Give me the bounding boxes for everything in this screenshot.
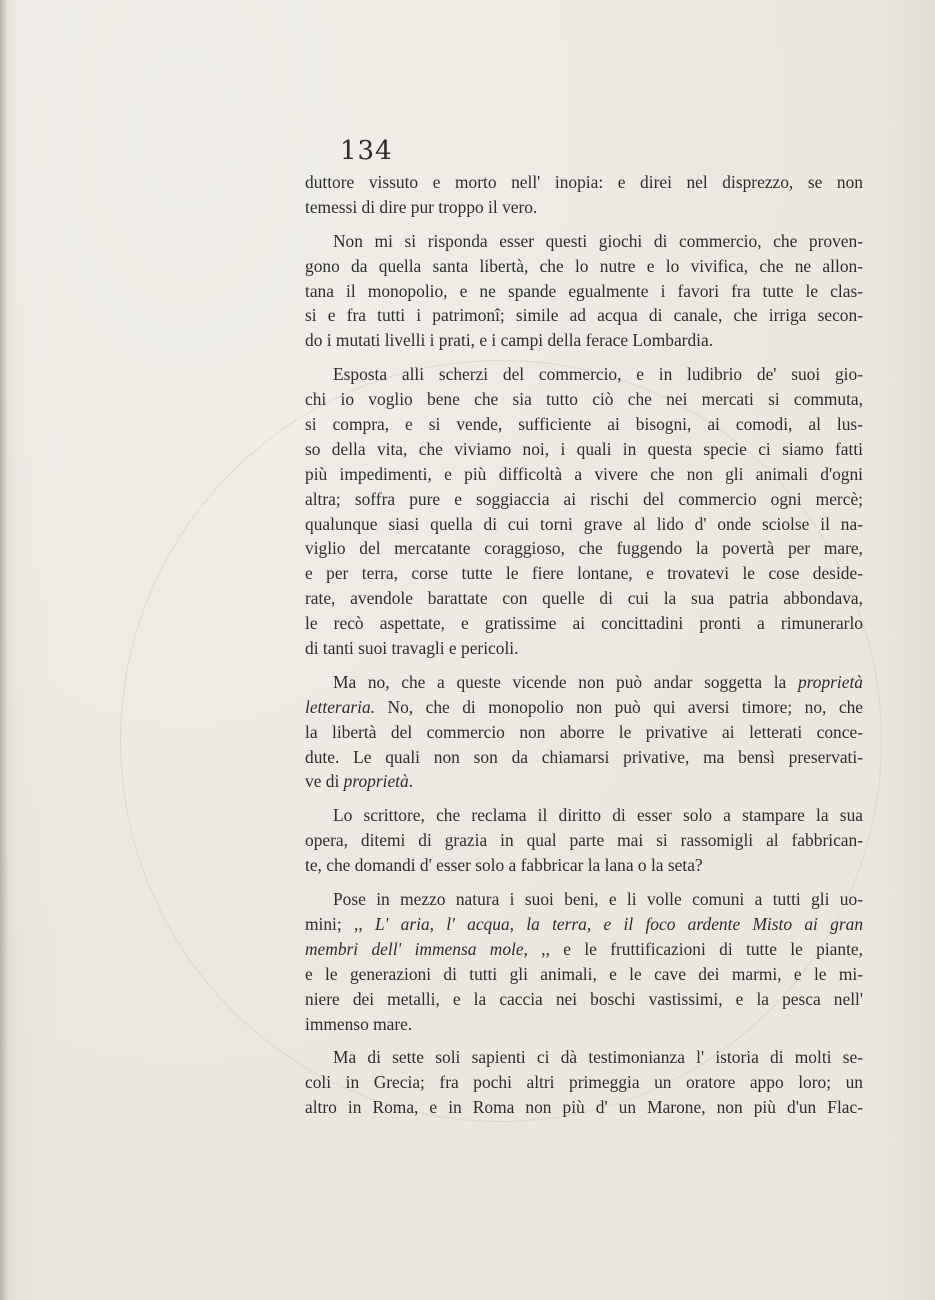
text-line: gono da quella santa libertà, che lo nutre e lo vivifica, che ne allon- [305, 255, 863, 276]
text-line: Ma no, che a queste vicende non può andar soggetta la proprietà [333, 671, 863, 692]
body-text [305, 170, 863, 1120]
text-line: niere dei metalli, e la caccia nei boschi vastissimi, e la pesca nell' [305, 988, 863, 1009]
text-line: si e fra tutti i patrimonî; simile ad acqua di canale, che irriga secon- [305, 305, 863, 326]
text-line: Ma di sette soli sapienti ci dà testimonianza l' istoria di molti se- [333, 1047, 863, 1068]
text-line: si compra, e si vende, sufficiente ai bisogni, ai comodi, al lus- [305, 414, 863, 435]
text-line: Non mi si risponda esser questi giochi di commercio, che proven- [333, 230, 863, 251]
emphasis-text: letteraria. [305, 696, 376, 717]
text-line: duttore vissuto e morto nell' inopia: e direi nel disprezzo, se non [305, 172, 863, 192]
text-line: immenso mare. [305, 1013, 413, 1034]
text-line: te, che domandi d' esser solo a fabbricar la lana o la seta? [305, 855, 703, 876]
emphasis-text: L' aria, l' acqua, la terra, e il foco ardente Misto ai gran [375, 913, 864, 934]
text-line: do i mutati livelli i prati, e i campi della ferace Lombardia. [305, 330, 714, 351]
text-line: Lo scrittore, che reclama il diritto di esser solo a stampare la sua [333, 805, 863, 826]
text-line: chi io voglio bene che sia tutto ciò che nei mercati si commuta, [305, 389, 863, 410]
text-line: mini; ,, L' aria, l' acqua, la terra, e il foco ardente Misto ai gran [305, 913, 864, 934]
text-line: dute. Le quali non son da chiamarsi privative, ma bensì preservati- [305, 746, 863, 767]
text-line: e le generazioni di tutti gli animali, e le cave dei marmi, e le mi- [305, 963, 863, 984]
text-line: so della vita, che viviamo noi, i quali in questa specie ci siamo fatti [305, 438, 863, 459]
text-line: e per terra, corse tutte le fiere lontane, e trovatevi le cose deside- [305, 563, 863, 584]
text-line: opera, ditemi di grazia in qual parte mai si rassomigli al fabbrican- [305, 830, 863, 851]
emphasis-text: membri dell' immensa mole, [305, 938, 528, 959]
page-number: 134 [340, 136, 393, 166]
text-line: rate, avendole barattate con quelle di cui la sua patria abbondava, [305, 588, 863, 609]
text-line: membri dell' immensa mole, ,, e le fruttificazioni di tutte le piante, [305, 938, 863, 959]
text-line: ve di proprietà. [305, 771, 414, 792]
text-line: più impedimenti, e più difficoltà a vivere che non gli animali d'ogni [305, 463, 863, 484]
text-line: coli in Grecia; fra pochi altri primeggia un oratore appo loro; un [305, 1072, 863, 1093]
text-line: Pose in mezzo natura i suoi beni, e li volle comuni a tutti gli uo- [333, 889, 863, 910]
text-line: di tanti suoi travagli e pericoli. [305, 638, 519, 659]
text-line: la libertà del commercio non aborre le privative ai letterati conce- [305, 721, 863, 742]
text-line: letteraria. No, che di monopolio non può qui aversi timore; no, che [305, 696, 863, 717]
emphasis-text: proprietà [343, 771, 409, 792]
text-line: altra; soffra pure e soggiaccia ai rischi del commercio ogni mercè; [305, 488, 863, 509]
text-line: Esposta alli scherzi del commercio, e in ludibrio de' suoi gio- [333, 364, 863, 385]
text-line: altro in Roma, e in Roma non più d' un Marone, non più d'un Flac- [305, 1097, 863, 1118]
text-line: temessi di dire pur troppo il vero. [305, 196, 538, 217]
text-line: tana il monopolio, e ne spande egualmente i favori fra tutte le clas- [305, 280, 863, 301]
text-line: qualunque siasi quella di cui torni grave al lido d' onde sciolse il na- [305, 513, 863, 534]
emphasis-text: proprietà [797, 671, 863, 692]
text-line: le recò aspettate, e gratissime ai concittadini pronti a rimunerarlo [305, 613, 863, 634]
text-line: viglio del mercatante coraggioso, che fuggendo la povertà per mare, [305, 538, 863, 559]
